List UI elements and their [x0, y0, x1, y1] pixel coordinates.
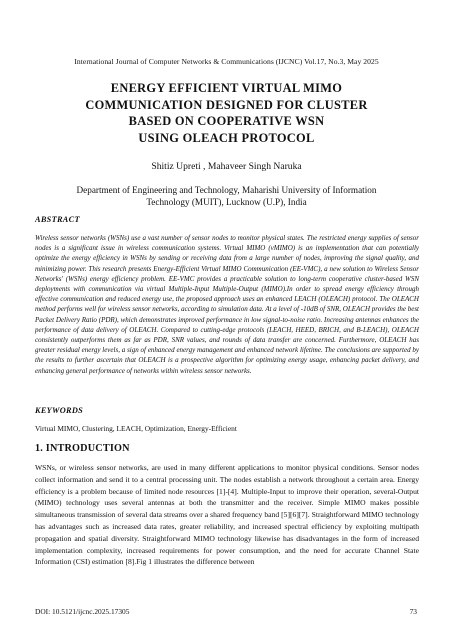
- page-number: 73: [409, 607, 417, 616]
- keywords-heading: KEYWORDS: [35, 406, 84, 415]
- running-header: International Journal of Computer Networks & Communications (IJCNC) Vol.17, No.3, May 2025: [74, 57, 379, 66]
- title-line: COMMUNICATION DESIGNED FOR CLUSTER: [85, 97, 368, 112]
- keywords-body: Virtual MIMO, Clustering, LEACH, Optimization, Energy-Efficient: [35, 424, 237, 433]
- title-line: BASED ON COOPERATIVE WSN: [128, 114, 325, 129]
- footer-doi: DOI: 10.5121/ijcnc.2025.17305: [35, 607, 130, 616]
- author-list: Shitiz Upreti , Mahaveer Singh Naruka: [151, 161, 302, 172]
- abstract-body: Wireless sensor networks (WSNs) use a vast number of sensor nodes to monitor physical states. The restricted energy supplies of sensor nodes is a significant issue in wireless communication systems. Virtual MIMO (vMIMO) is an implementation that can potentially optimize the energy efficiency in WSNs by sending or receiving data from a large number of nodes, improving the signal quality, and minimizing power. This research presents Energy-Efficient Virtual MIMO Communication (EE-VMC), a new solution to Wireless Sensor Networks' (WSNs) energy efficiency problem. EE-VMC provides a practicable solution to long-term cooperative cluster-based WSN deployments with communication via virtual Multiple-Input Multiple-Output (MIMO).In order to spread energy efficiency through effective communication and reduced energy use, the proposed approach uses an enhanced LEACH (OLEACH) protocol. The OLEACH method performs well for wireless sensor networks, according to simulation data. At a level of -10dB of SNR, OLEACH provides the best Packet Delivery Ratio (PDR), which demonstrates improved performance in low signal-to-noise ratio. Increasing antennas enhances the performance of data delivery of OLEACH. Compared to cutting-edge protocols (LEACH, HEED, BRICH, and B-LEACH), OLEACH consistently outperforms them as far as PDR, SNR values, and rounds of data transfer are concerned. Furthermore, OLEACH has greater residual energy levels, a sign of enhanced energy management and enhanced network lifetime. The conclusions are supported by the results to further ascertain that OLEACH is a prospective algorithm for optimizing energy usage, enhancing packet delivery, and enhancing general performance of networks within wireless sensor networks.: [35, 234, 419, 375]
- introduction-body: WSNs, or wireless sensor networks, are used in many different applications to monitor physical conditions. Sensor nodes collect information and send it to a central processing unit. The nodes establish a network throughout a certain area. Energy efficiency is a problem because of limited node resources [1]-[4]. Multiple-Input to improve their operation, several-Output (MIMO) technology uses several antennas at both the transmitter and the receiver. Simple MIMO makes possible simultaneous transmission of several data streams over a shared frequency band [5][6][7]. Straightforward MIMO technology has advantages such as increased data rates, greater reliability, and increased spectral efficiency by exploiting multipath propagation and spatial diversity. Straightforward MIMO technology likewise has disadvantages in the form of increased implementation complexity, increased requirements for power consumption, and the need for accurate Channel State Information (CSI) estimation [8].Fig 1 illustrates the difference between: [35, 463, 419, 567]
- title-line: ENERGY EFFICIENT VIRTUAL MIMO: [110, 81, 343, 95]
- paper-title: [40, 80, 413, 146]
- abstract-heading: ABSTRACT: [35, 215, 80, 224]
- introduction-heading: 1. INTRODUCTION: [35, 443, 130, 454]
- title-line: USING OLEACH PROTOCOL: [138, 130, 315, 145]
- affiliation: Department of Engineering and Technology, Maharishi University of Information Technology (MUIT), Lucknow (U.P), India: [76, 185, 377, 207]
